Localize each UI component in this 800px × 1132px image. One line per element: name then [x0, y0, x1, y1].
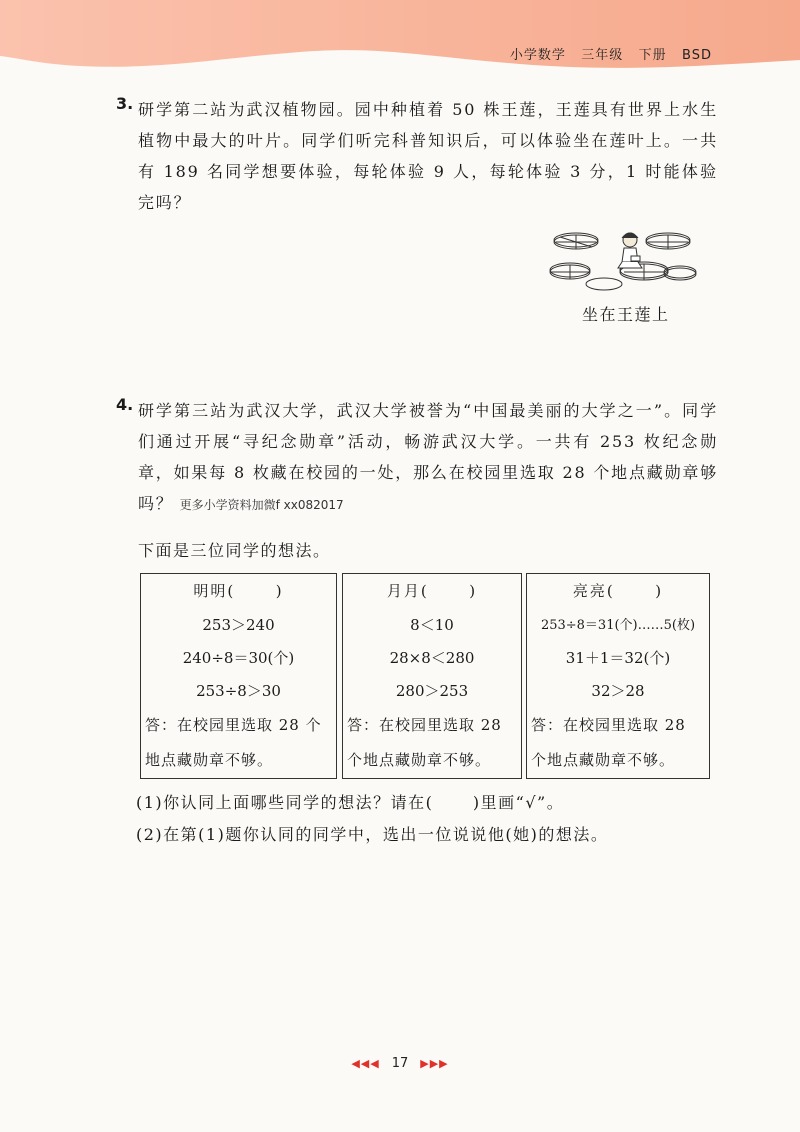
lotus-illustration — [548, 226, 698, 296]
problem-number: 4. — [116, 395, 134, 414]
header-label: 小学数学 三年级 下册 BSD — [509, 48, 712, 63]
sub-question-1: (1)你认同上面哪些同学的想法？请在( )里画“√”。 — [136, 793, 565, 812]
problem-text: 研学第二站为武汉植物园。园中种植着 50 株王莲，王莲具有世界上水生植物中最大的叶片。同学们听完科普知识后，可以体验坐在莲叶上。一共有 189 名同学想要体验，每轮体验 9 人，每轮体验 3 分，1 时能体验完吗？ — [138, 100, 718, 212]
page-footer — [0, 1056, 800, 1071]
card-mingming — [140, 573, 337, 779]
card-line: 28×8＜280 — [389, 649, 475, 667]
problem-text-body: 研学第三站为武汉大学，武汉大学被誉为“中国最美丽的大学之一”。同学们通过开展“寻纪念勋章”活动，畅游武汉大学。一共有 253 枚纪念勋章，如果每 8 枚藏在校园的一处，那么在校园里选取 28 个地点藏勋章够吗？ — [138, 401, 718, 513]
header-band — [0, 0, 800, 80]
card-liangliang — [526, 573, 710, 779]
card-title: 明明( ) — [193, 582, 284, 600]
card-line: 240÷8＝30(个) — [182, 649, 295, 667]
card-line: 8＜10 — [410, 616, 454, 634]
card-line: 280＞253 — [395, 682, 469, 700]
cards-intro: 下面是三位同学的想法。 — [138, 541, 331, 560]
problem-3 — [118, 94, 718, 218]
card-title: 亮亮( ) — [572, 582, 664, 600]
sub-question-2: (2)在第(1)题你认同的同学中，选出一位说说他(她)的想法。 — [136, 825, 609, 844]
card-yueyue — [342, 573, 522, 779]
card-answer: 答：在校园里选取 28 个地点藏勋章不够。 — [531, 716, 686, 769]
right-arrows-icon: ▶▶▶ — [420, 1057, 449, 1070]
left-arrows-icon: ◀◀◀ — [351, 1057, 380, 1070]
card-line: 253＞240 — [202, 616, 275, 634]
card-line: 31＋1＝32(个) — [565, 649, 671, 667]
card-answer: 答：在校园里选取 28 个地点藏勋章不够。 — [347, 716, 502, 769]
problem-text — [138, 395, 718, 521]
watermark-text: 更多小学资料加微f xx082017 — [179, 498, 344, 512]
card-answer: 答：在校园里选取 28 个地点藏勋章不够。 — [145, 716, 322, 769]
problem-number: 3. — [116, 94, 134, 113]
illustration-caption: 坐在王莲上 — [582, 305, 670, 324]
card-line: 253÷8＝31(个)……5(枚) — [540, 618, 696, 633]
card-title: 月月( ) — [386, 582, 478, 600]
problem-4 — [118, 395, 718, 521]
card-line: 32＞28 — [591, 682, 645, 700]
page-number: 17 — [391, 1056, 409, 1071]
card-line: 253÷8＞30 — [196, 682, 281, 700]
